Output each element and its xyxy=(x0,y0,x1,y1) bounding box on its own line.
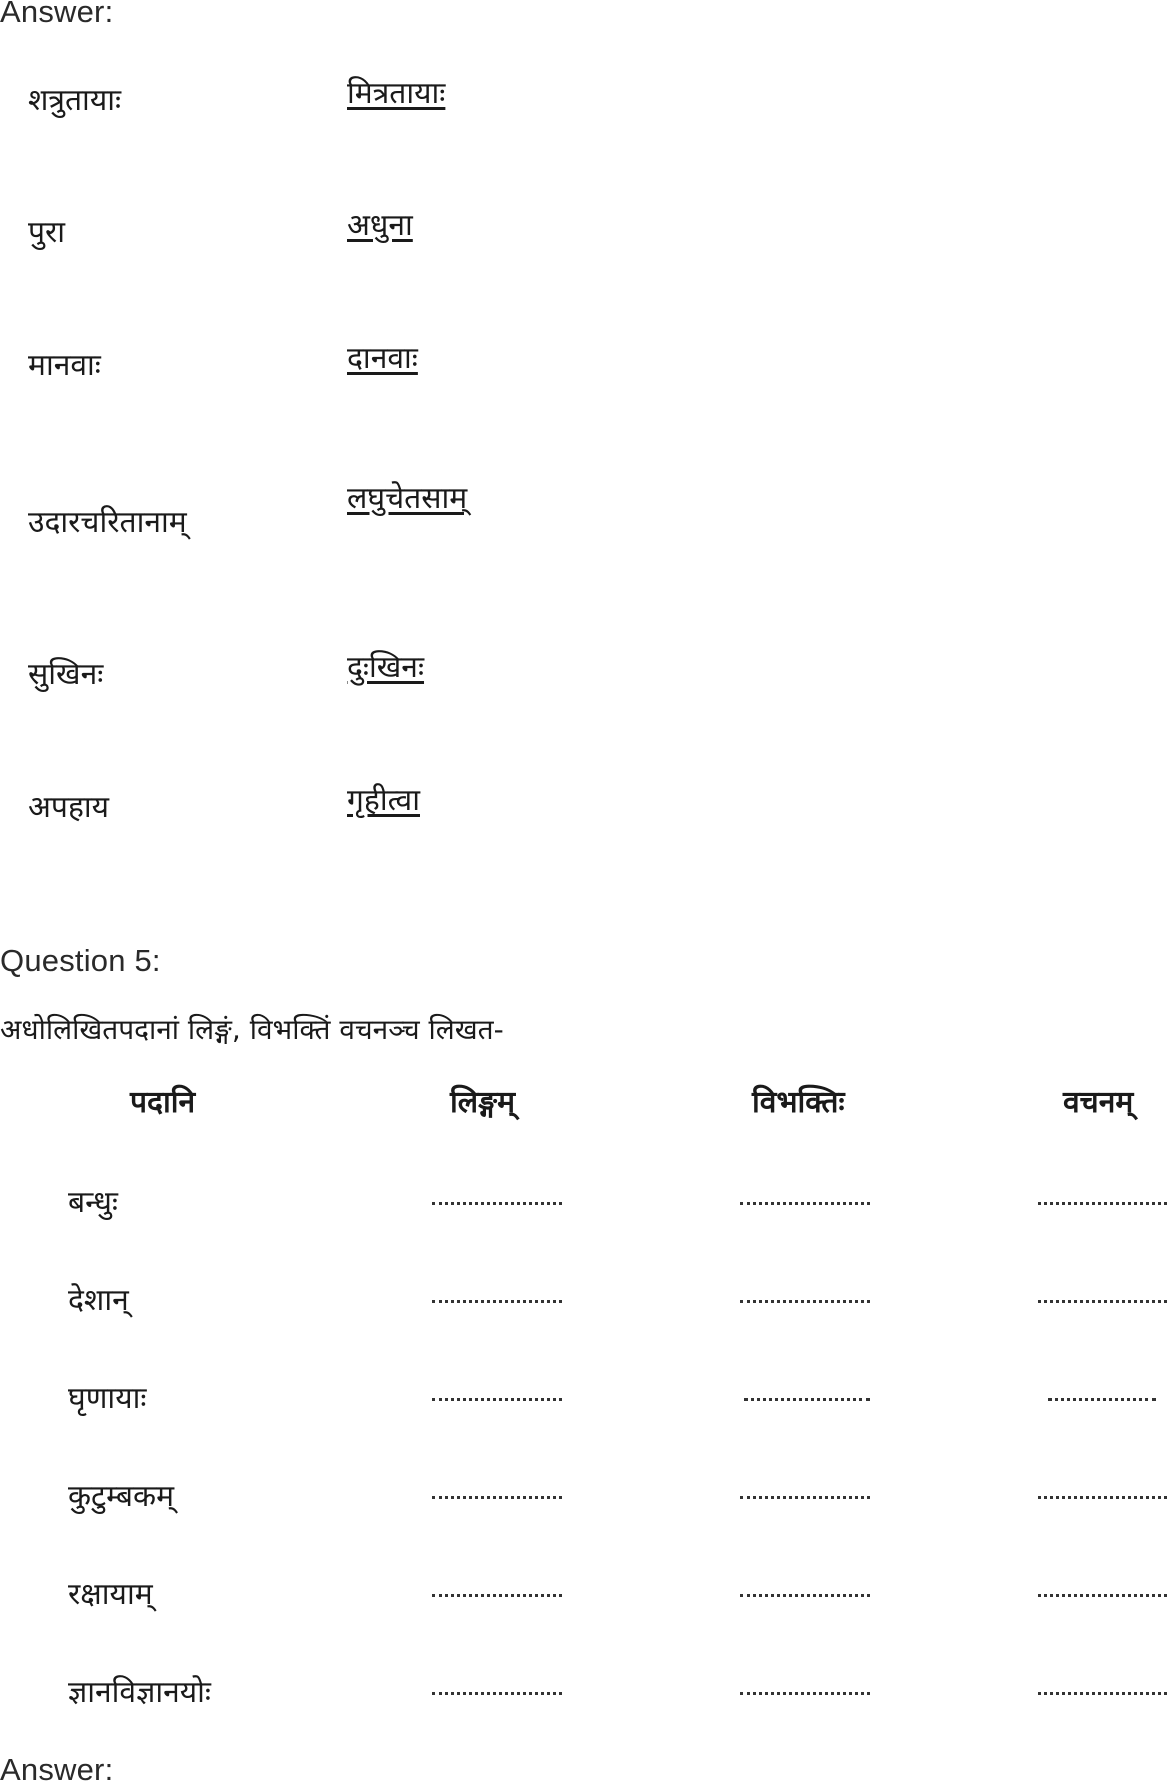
blank-linga xyxy=(432,1300,562,1303)
pair-antonym: मित्रतायाः xyxy=(347,76,446,111)
question-label: Question 5: xyxy=(0,943,161,978)
blank-vachana xyxy=(1038,1300,1167,1303)
header-vibhakti: विभक्तिः xyxy=(752,1085,845,1120)
pair-antonym: दुःखिनः xyxy=(347,650,425,685)
table-row xyxy=(0,1376,1167,1426)
pair-word: शत्रुतायाः xyxy=(28,83,122,118)
blank-vachana xyxy=(1038,1594,1167,1597)
pair-word: अपहाय xyxy=(28,790,110,825)
table-row xyxy=(0,1278,1167,1328)
blank-linga xyxy=(432,1202,562,1205)
blank-vibhakti xyxy=(740,1300,870,1303)
table-row xyxy=(0,1670,1167,1720)
blank-linga xyxy=(432,1692,562,1695)
question-instruction: अधोलिखितपदानां लिङ्गं, विभक्तिं वचनञ्च लिखत- xyxy=(0,1013,504,1046)
blank-linga xyxy=(432,1496,562,1499)
pair-word: सुखिनः xyxy=(28,657,104,692)
header-lingam: लिङ्गम् xyxy=(450,1085,516,1120)
blank-vachana xyxy=(1048,1398,1156,1401)
pair-antonym: अधुना xyxy=(347,208,413,243)
answer-label: Answer: xyxy=(0,1752,114,1787)
pair-antonym: लघुचेतसाम् xyxy=(347,481,468,516)
pair-row xyxy=(0,785,700,845)
row-word: घृणायाः xyxy=(68,1381,147,1416)
blank-vachana xyxy=(1038,1692,1167,1695)
blank-vachana xyxy=(1038,1202,1167,1205)
row-word: देशान् xyxy=(68,1283,129,1318)
pair-antonym: गृहीत्वा xyxy=(347,783,420,818)
pair-row xyxy=(0,652,700,712)
blank-vibhakti xyxy=(744,1398,870,1401)
pair-word: मानवाः xyxy=(28,348,101,383)
blank-linga xyxy=(432,1594,562,1597)
blank-vibhakti xyxy=(740,1594,870,1597)
blank-vibhakti xyxy=(740,1496,870,1499)
blank-linga xyxy=(432,1398,562,1401)
header-padani: पदानि xyxy=(130,1085,196,1120)
pair-word: पुरा xyxy=(28,215,66,250)
row-word: रक्षायाम् xyxy=(68,1577,153,1612)
row-word: कुटुम्बकम् xyxy=(68,1479,175,1514)
pair-row xyxy=(0,78,700,138)
table-row xyxy=(0,1572,1167,1622)
header-vachanam: वचनम् xyxy=(1063,1085,1134,1120)
pair-row xyxy=(0,210,700,270)
row-word: बन्धुः xyxy=(68,1185,118,1220)
pair-antonym: दानवाः xyxy=(347,341,418,376)
blank-vachana xyxy=(1038,1496,1167,1499)
pair-row xyxy=(0,481,700,560)
row-word: ज्ञानविज्ञानयोः xyxy=(68,1675,211,1710)
pair-row xyxy=(0,343,700,403)
blank-vibhakti xyxy=(740,1692,870,1695)
table-row xyxy=(0,1180,1167,1230)
pair-word: उदारचरितानाम् xyxy=(28,505,187,540)
answer-label: Answer: xyxy=(0,0,114,29)
table-row xyxy=(0,1474,1167,1524)
blank-vibhakti xyxy=(740,1202,870,1205)
